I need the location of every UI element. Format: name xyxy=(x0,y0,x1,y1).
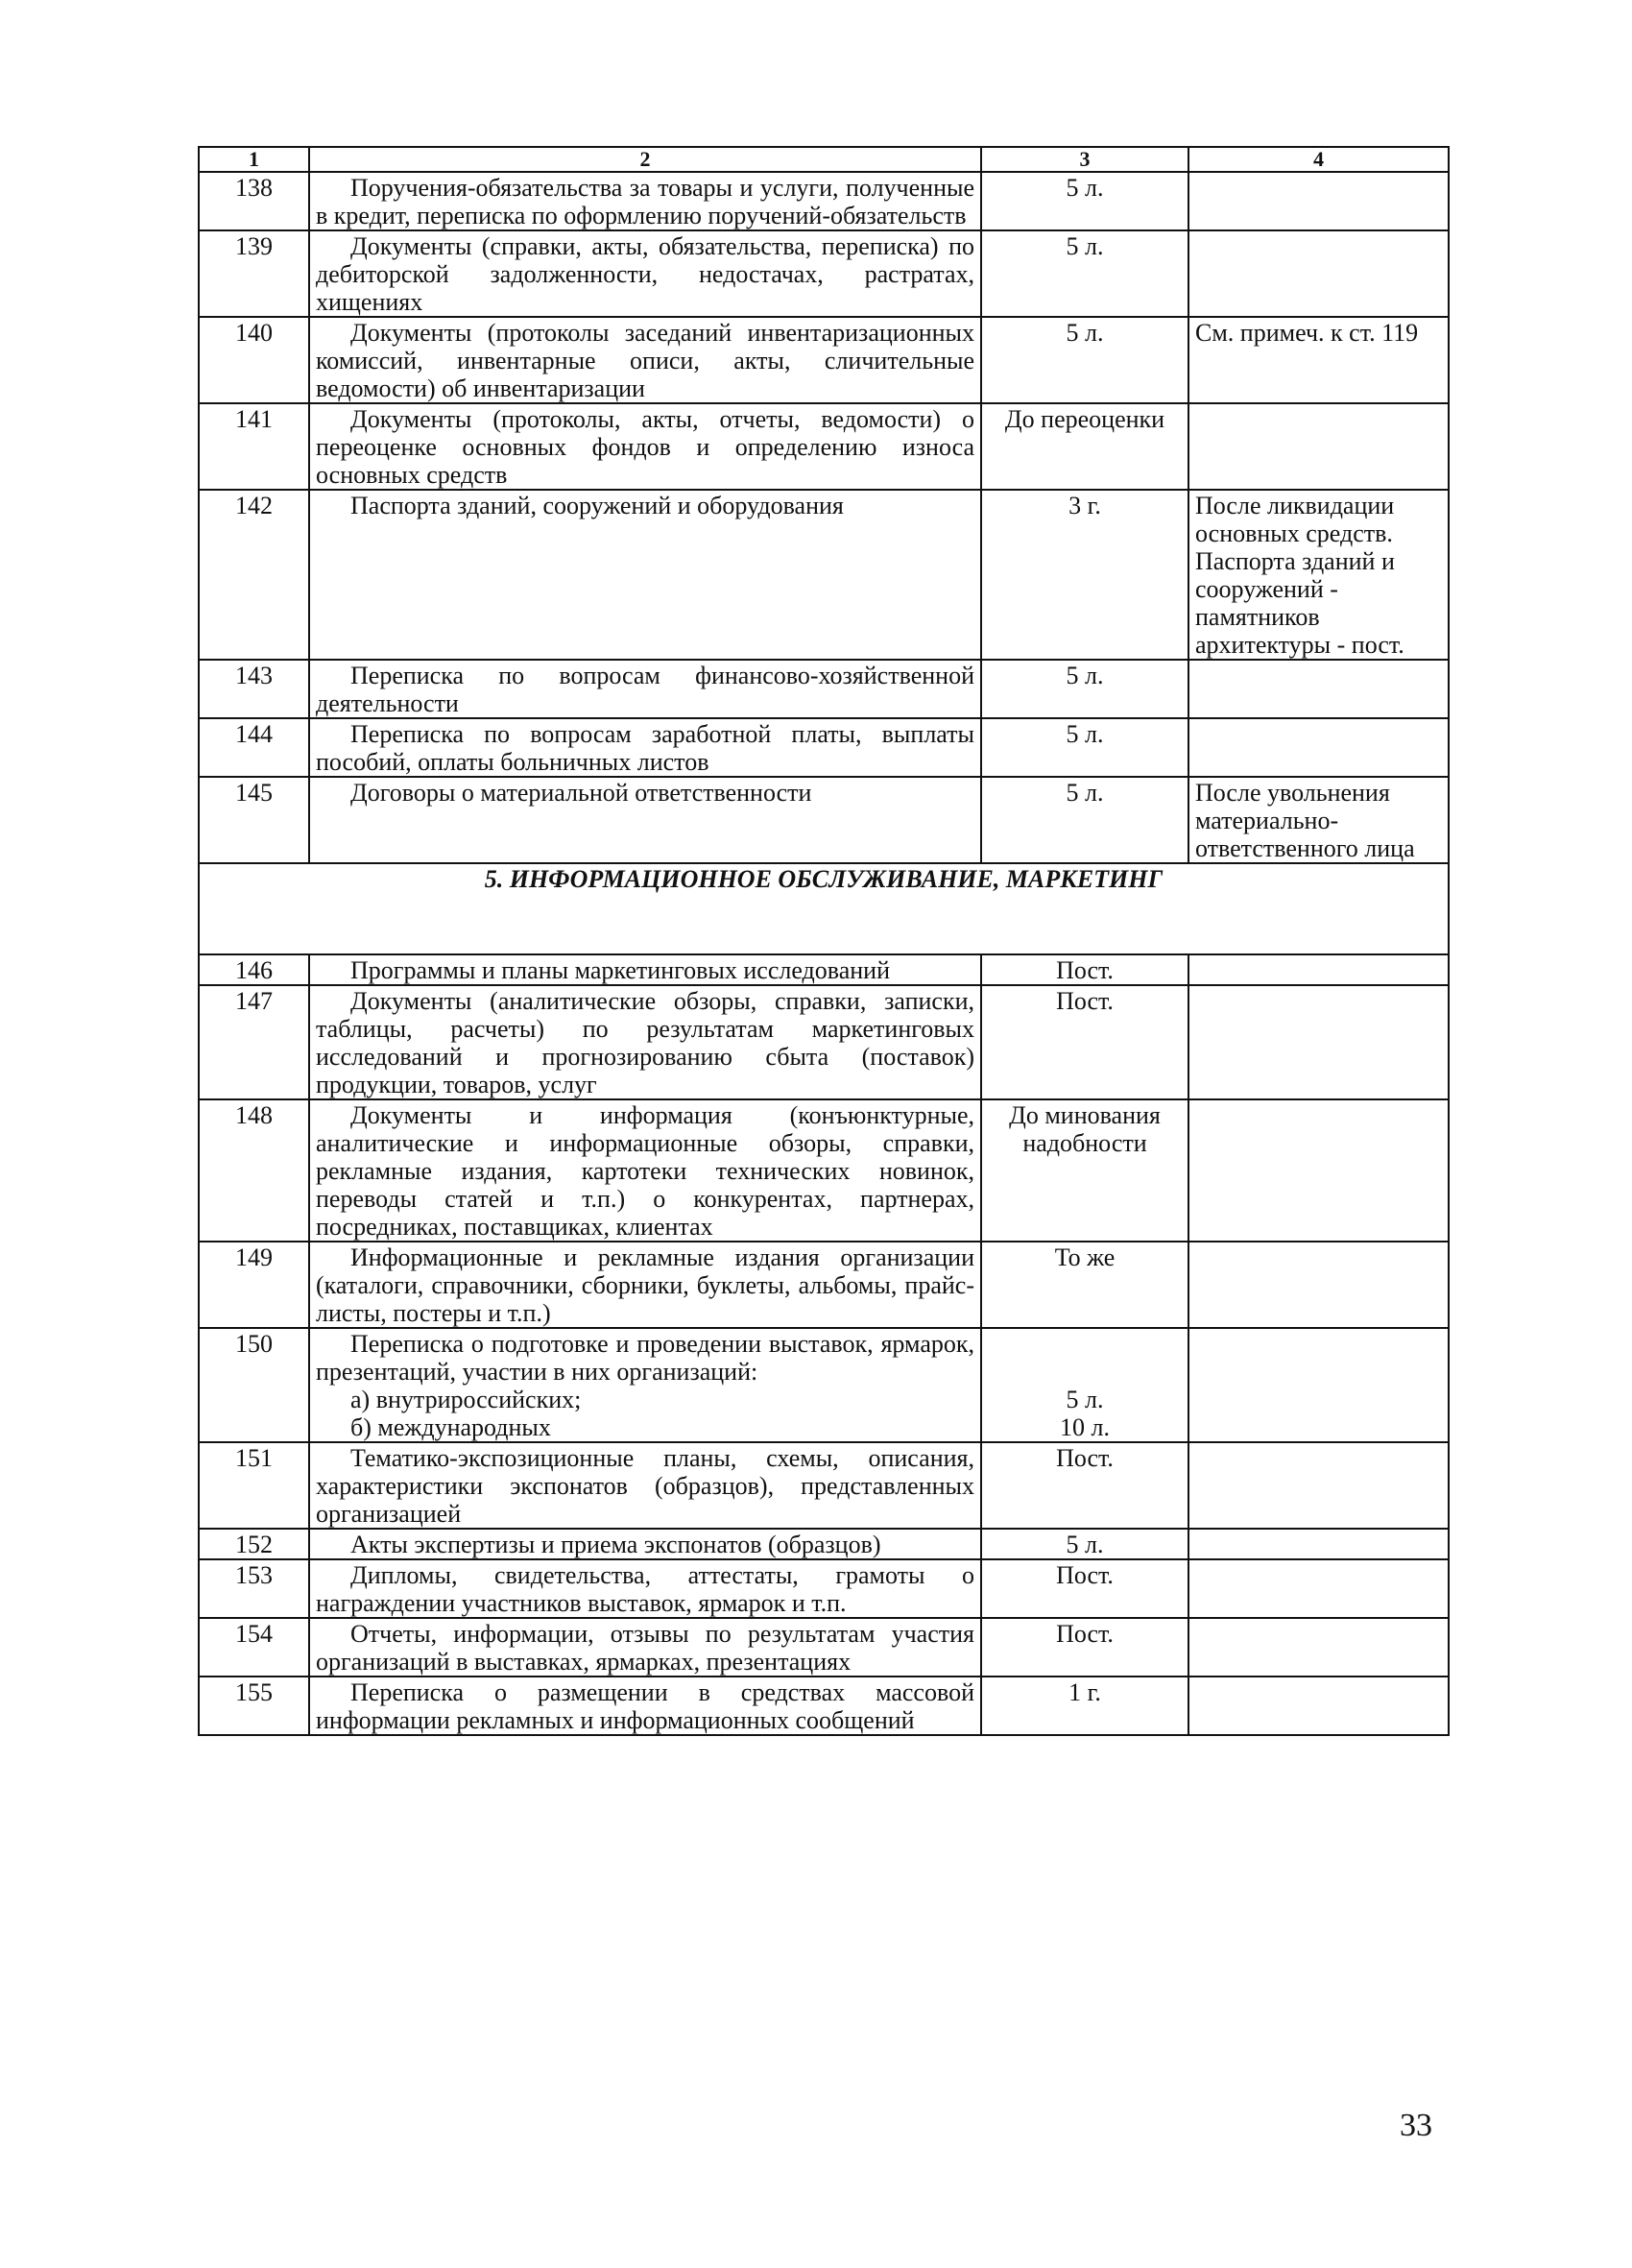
row-number: 151 xyxy=(199,1442,309,1529)
records-retention-table xyxy=(198,146,1450,1736)
table-row xyxy=(199,954,1449,985)
table-row xyxy=(199,1328,1449,1442)
page-number: 33 xyxy=(1400,2108,1432,2143)
row-retention-period: 3 г. xyxy=(981,490,1188,660)
table-row xyxy=(199,1618,1449,1677)
row-note xyxy=(1188,1618,1449,1677)
row-sub-item: а) внутрироссийских; xyxy=(350,1386,582,1413)
row-retention-period: 5 л. xyxy=(981,317,1188,403)
row-sub-period: 10 л. xyxy=(1060,1413,1110,1441)
row-description: Документы и информация (конъюнктурные, аналитические и информационные обзоры, справки, рекламные издания, картотеки технических новинок, переводы статей и т.п.) о конкурентах, партнерах, посредниках, поставщиках, клиентах xyxy=(309,1099,981,1242)
table-row xyxy=(199,1529,1449,1559)
row-note xyxy=(1188,985,1449,1099)
row-description: Переписка по вопросам заработной платы, выплаты пособий, оплаты больничных листов xyxy=(309,718,981,777)
row-retention-period: До переоценки xyxy=(981,403,1188,490)
table-row xyxy=(199,1559,1449,1618)
table-row xyxy=(199,1242,1449,1328)
row-number: 143 xyxy=(199,660,309,718)
table-row xyxy=(199,317,1449,403)
row-description: Акты экспертизы и приема экспонатов (образцов) xyxy=(309,1529,981,1559)
header-cell-2: 2 xyxy=(309,147,981,172)
row-number: 138 xyxy=(199,172,309,230)
row-retention-period: Пост. xyxy=(981,985,1188,1099)
row-number: 140 xyxy=(199,317,309,403)
row-retention-period: Пост. xyxy=(981,1559,1188,1618)
header-cell-3: 3 xyxy=(981,147,1188,172)
row-number: 152 xyxy=(199,1529,309,1559)
row-description: Информационные и рекламные издания организации (каталоги, справочники, сборники, буклеты, альбомы, прайс-листы, постеры и т.п.) xyxy=(309,1242,981,1328)
table-row xyxy=(199,490,1449,660)
table-row xyxy=(199,985,1449,1099)
row-note xyxy=(1188,954,1449,985)
header-cell-1: 1 xyxy=(199,147,309,172)
row-number: 154 xyxy=(199,1618,309,1677)
row-number: 141 xyxy=(199,403,309,490)
row-retention-period: Пост. xyxy=(981,1442,1188,1529)
row-note xyxy=(1188,1529,1449,1559)
row-description: Поручения-обязательства за товары и услуги, полученные в кредит, переписка по оформлению поручений-обязательств xyxy=(309,172,981,230)
row-note xyxy=(1188,718,1449,777)
row-description: Документы (справки, акты, обязательства, переписка) по дебиторской задолженности, недостачах, растратах, хищениях xyxy=(309,230,981,317)
header-cell-4: 4 xyxy=(1188,147,1449,172)
table-row xyxy=(199,1442,1449,1529)
row-retention-period: 5 л. xyxy=(981,718,1188,777)
row-number: 142 xyxy=(199,490,309,660)
table-row xyxy=(199,777,1449,863)
row-description: Тематико-экспозиционные планы, схемы, описания, характеристики экспонатов (образцов), представленных организацией xyxy=(309,1442,981,1529)
row-number: 146 xyxy=(199,954,309,985)
table-row xyxy=(199,660,1449,718)
row-sub-item: б) международных xyxy=(350,1413,551,1441)
row-note xyxy=(1188,1442,1449,1529)
row-description: Документы (протоколы заседаний инвентаризационных комиссий, инвентарные описи, акты, сличительные ведомости) об инвентаризации xyxy=(309,317,981,403)
row-number: 155 xyxy=(199,1677,309,1735)
table-row xyxy=(199,172,1449,230)
row-description-main: Переписка о подготовке и проведении выставок, ярмарок, презентаций, участии в них организаций: xyxy=(316,1330,974,1386)
row-description xyxy=(309,1328,981,1442)
row-retention-period: Пост. xyxy=(981,954,1188,985)
row-note xyxy=(1188,1559,1449,1618)
row-description: Программы и планы маркетинговых исследований xyxy=(309,954,981,985)
row-number: 144 xyxy=(199,718,309,777)
row-retention-period: 5 л. xyxy=(981,1529,1188,1559)
table-row xyxy=(199,718,1449,777)
row-sub-period: 5 л. xyxy=(1066,1386,1104,1413)
row-retention-period: 5 л. xyxy=(981,777,1188,863)
row-retention-period: До минования надобности xyxy=(981,1099,1188,1242)
row-retention-period xyxy=(981,1328,1188,1442)
table-row xyxy=(199,1099,1449,1242)
row-retention-period: 5 л. xyxy=(981,172,1188,230)
row-note xyxy=(1188,1242,1449,1328)
table-header-row xyxy=(199,147,1449,172)
row-description: Документы (аналитические обзоры, справки, записки, таблицы, расчеты) по результатам маркетинговых исследований и прогнозированию сбыта (поставок) продукции, товаров, услуг xyxy=(309,985,981,1099)
row-retention-period: Пост. xyxy=(981,1618,1188,1677)
row-note xyxy=(1188,403,1449,490)
row-note xyxy=(1188,1677,1449,1735)
row-number: 139 xyxy=(199,230,309,317)
section-row xyxy=(199,863,1449,954)
table-row xyxy=(199,230,1449,317)
row-number: 148 xyxy=(199,1099,309,1242)
row-description: Переписка по вопросам финансово-хозяйственной деятельности xyxy=(309,660,981,718)
row-description: Договоры о материальной ответственности xyxy=(309,777,981,863)
row-retention-period: 5 л. xyxy=(981,660,1188,718)
row-note xyxy=(1188,172,1449,230)
row-note: См. примеч. к ст. 119 xyxy=(1188,317,1449,403)
row-note xyxy=(1188,1099,1449,1242)
document-page xyxy=(198,146,1448,2022)
row-note xyxy=(1188,660,1449,718)
row-description: Паспорта зданий, сооружений и оборудования xyxy=(309,490,981,660)
section-title: 5. ИНФОРМАЦИОННОЕ ОБСЛУЖИВАНИЕ, МАРКЕТИНГ xyxy=(199,863,1449,954)
row-note: После ликвидации основных средств. Паспорта зданий и сооружений - памятников архитектуры - пост. xyxy=(1188,490,1449,660)
table-row xyxy=(199,403,1449,490)
row-description: Отчеты, информации, отзывы по результатам участия организаций в выставках, ярмарках, презентациях xyxy=(309,1618,981,1677)
row-retention-period: 5 л. xyxy=(981,230,1188,317)
row-number: 145 xyxy=(199,777,309,863)
row-number: 150 xyxy=(199,1328,309,1442)
row-note xyxy=(1188,1328,1449,1442)
row-retention-period: То же xyxy=(981,1242,1188,1328)
row-note: После увольнения материально-ответственного лица xyxy=(1188,777,1449,863)
row-description: Документы (протоколы, акты, отчеты, ведомости) о переоценке основных фондов и определению износа основных средств xyxy=(309,403,981,490)
table-row xyxy=(199,1677,1449,1735)
row-note xyxy=(1188,230,1449,317)
row-description: Дипломы, свидетельства, аттестаты, грамоты о награждении участников выставок, ярмарок и т.п. xyxy=(309,1559,981,1618)
row-retention-period: 1 г. xyxy=(981,1677,1188,1735)
row-number: 147 xyxy=(199,985,309,1099)
row-number: 149 xyxy=(199,1242,309,1328)
row-number: 153 xyxy=(199,1559,309,1618)
row-description: Переписка о размещении в средствах массовой информации рекламных и информационных сообщений xyxy=(309,1677,981,1735)
